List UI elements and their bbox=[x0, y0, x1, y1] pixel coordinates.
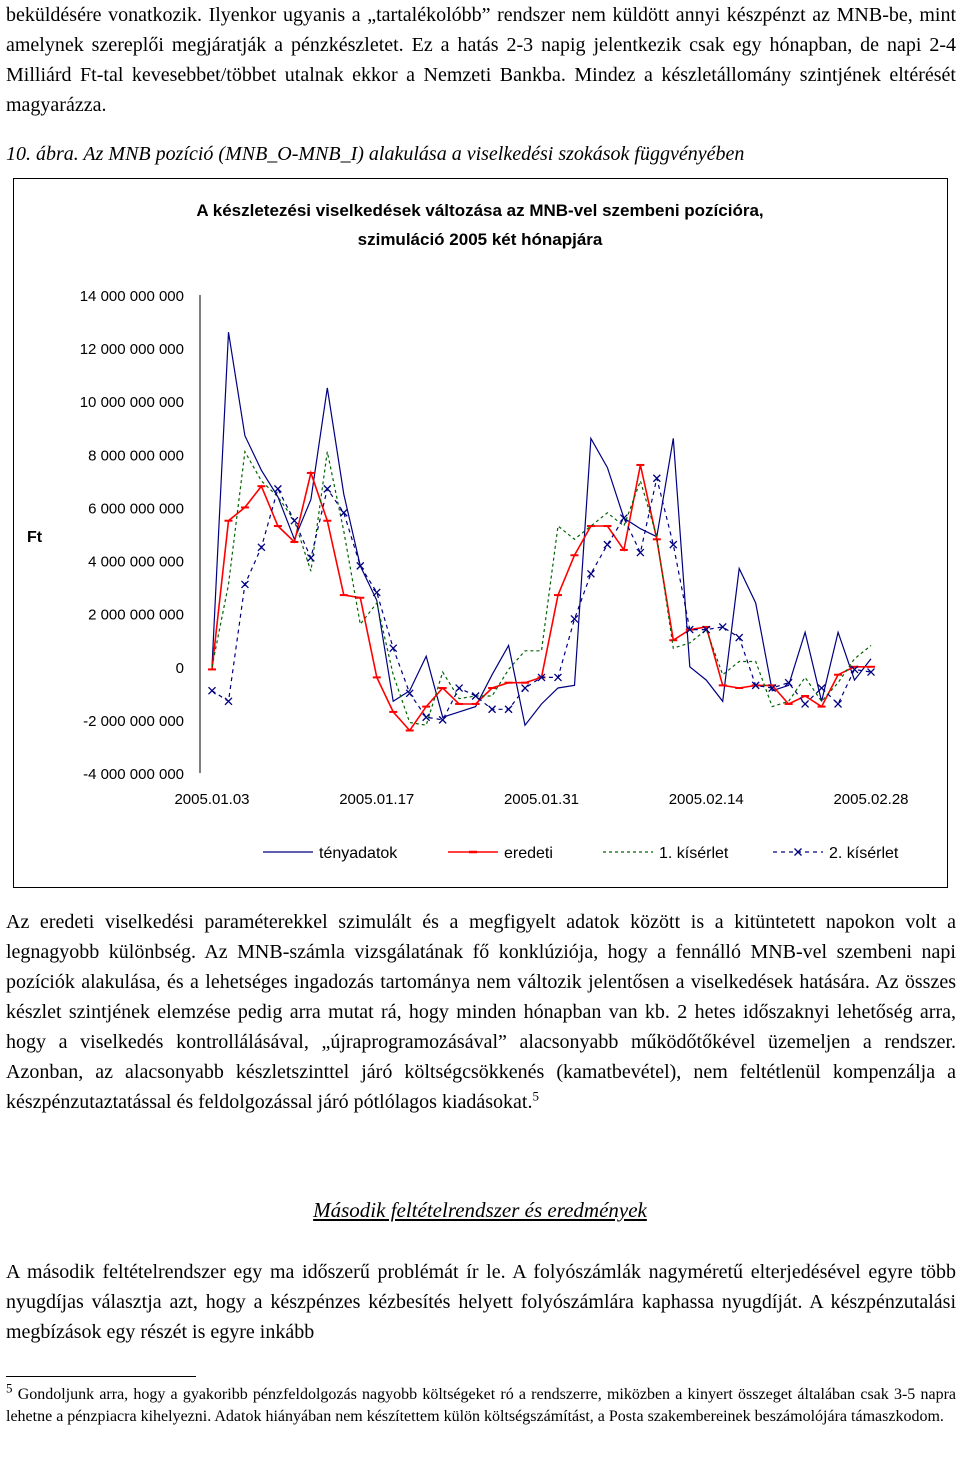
footnote-reference: 5 bbox=[532, 1088, 539, 1104]
footnote-divider bbox=[6, 1376, 196, 1377]
y-tick-label: 14 000 000 000 bbox=[79, 288, 184, 305]
y-tick-label: 2 000 000 000 bbox=[88, 606, 184, 624]
x-tick-label: 2005.01.31 bbox=[503, 791, 580, 808]
legend-label-1: tényadatok bbox=[319, 845, 398, 862]
footnote-number: 5 bbox=[6, 1380, 13, 1396]
y-tick-label: 4 000 000 000 bbox=[88, 553, 184, 571]
x-tick-label: 2005.02.14 bbox=[668, 791, 744, 808]
y-tick-label: 6 000 000 000 bbox=[88, 500, 184, 518]
x-tick-label: 2005.01.03 bbox=[174, 791, 250, 808]
section-title: Második feltételrendszer és eredmények bbox=[313, 1198, 647, 1222]
legend-label-2: eredeti bbox=[504, 845, 553, 862]
footnote-text: Gondoljunk arra, hogy a gyakoribb pénzfeldolgozás nagyobb költségeket ró a rendszerre, miközben a kinyert összeget általában csak 3-5 napra lehetne a pénzpiacra kihelyezni. Adatok hiányában nem készítettem külön költségszámítást, a Posta szakembereinek beszámolójára támaszkodom. bbox=[6, 1386, 957, 1425]
figure-caption: 10. ábra. Az MNB pozíció (MNB_O-MNB_I) alakulása a viselkedési szokások függvényében bbox=[6, 143, 745, 165]
y-tick-label: 0 bbox=[175, 659, 184, 677]
chart-title-line-2: szimuláció 2005 két hónapjára bbox=[357, 230, 603, 249]
chart-svg bbox=[13, 178, 948, 888]
chart-title-line-1: A készletezési viselkedések változása az MNB-vel szembeni pozícióra, bbox=[196, 201, 764, 220]
legend-label-3: 1. kísérlet bbox=[659, 845, 729, 862]
y-axis-label: Ft bbox=[27, 529, 43, 546]
y-tick-label: -4 000 000 000 bbox=[83, 766, 184, 783]
body-paragraph-top: beküldésére vonatkozik. Ilyenkor ugyanis a „tartalékolóbb” rendszer nem küldött annyi készpénzt az MNB-be, mint amelynek szereplői megjáratják a pénzkészletet. Ez a hatás 2-3 napig jelentkezik csak egy hónapban, de napi 2-4 Milliárd Ft-tal kevesebbet/többet utalnak ekkor a Nemzeti Bankba. Mindez a készletállomány szintjének eltérését magyarázza. bbox=[6, 4, 956, 116]
y-tick-label: -2 000 000 000 bbox=[83, 712, 184, 730]
x-tick-label: 2005.01.17 bbox=[339, 791, 415, 808]
chart-figure bbox=[13, 178, 948, 888]
footnote bbox=[6, 1380, 957, 1428]
y-tick-label: 10 000 000 000 bbox=[79, 394, 184, 412]
x-tick-label: 2005.02.28 bbox=[833, 791, 909, 808]
body-paragraph-section: A második feltételrendszer egy ma időszerű problémát ír le. A folyószámlák nagyméretű elterjedésével egyre több nyugdíjas választja azt, hogy a készpénzes kézbesítés helyett folyószámlára kaphassa nyugdíját. A készpénzutalási megbízások egy részét is egyre inkább bbox=[6, 1261, 956, 1343]
y-tick-label: 8 000 000 000 bbox=[88, 447, 184, 465]
legend-label-4: 2. kísérlet bbox=[829, 845, 899, 862]
y-tick-label: 12 000 000 000 bbox=[79, 341, 184, 359]
body-paragraph-bottom bbox=[6, 907, 956, 1117]
body-paragraph-bottom-text: Az eredeti viselkedési paraméterekkel szimulált és a megfigyelt adatok között is a kitüntetett napokon volt a legnagyobb különbség. Az MNB-számla vizsgálatának fő konklúziója, hogy a fennálló MNB-vel szembeni napi pozíciók alakulása, és a lehetséges ingadozás tartománya nem változik jelentősen a viselkedések hatására. Az összes készlet szintjének elemzése pedig arra mutat rá, hogy minden hónapban van kb. 2 hetes időszaknyi lehetőség arra, hogy a viselkedés kontrollálásával, „újraprogramozásával” alacsonyabb működőtőkével üzemeljen a rendszer. Azonban, az alacsonyabb készletszinttel járó költségcsökkenés (kamatbevétel), nem feltétlenül kompenzálja a készpénzutaztatással és feldolgozással járó pótlólagos kiadásokat. bbox=[6, 911, 956, 1113]
